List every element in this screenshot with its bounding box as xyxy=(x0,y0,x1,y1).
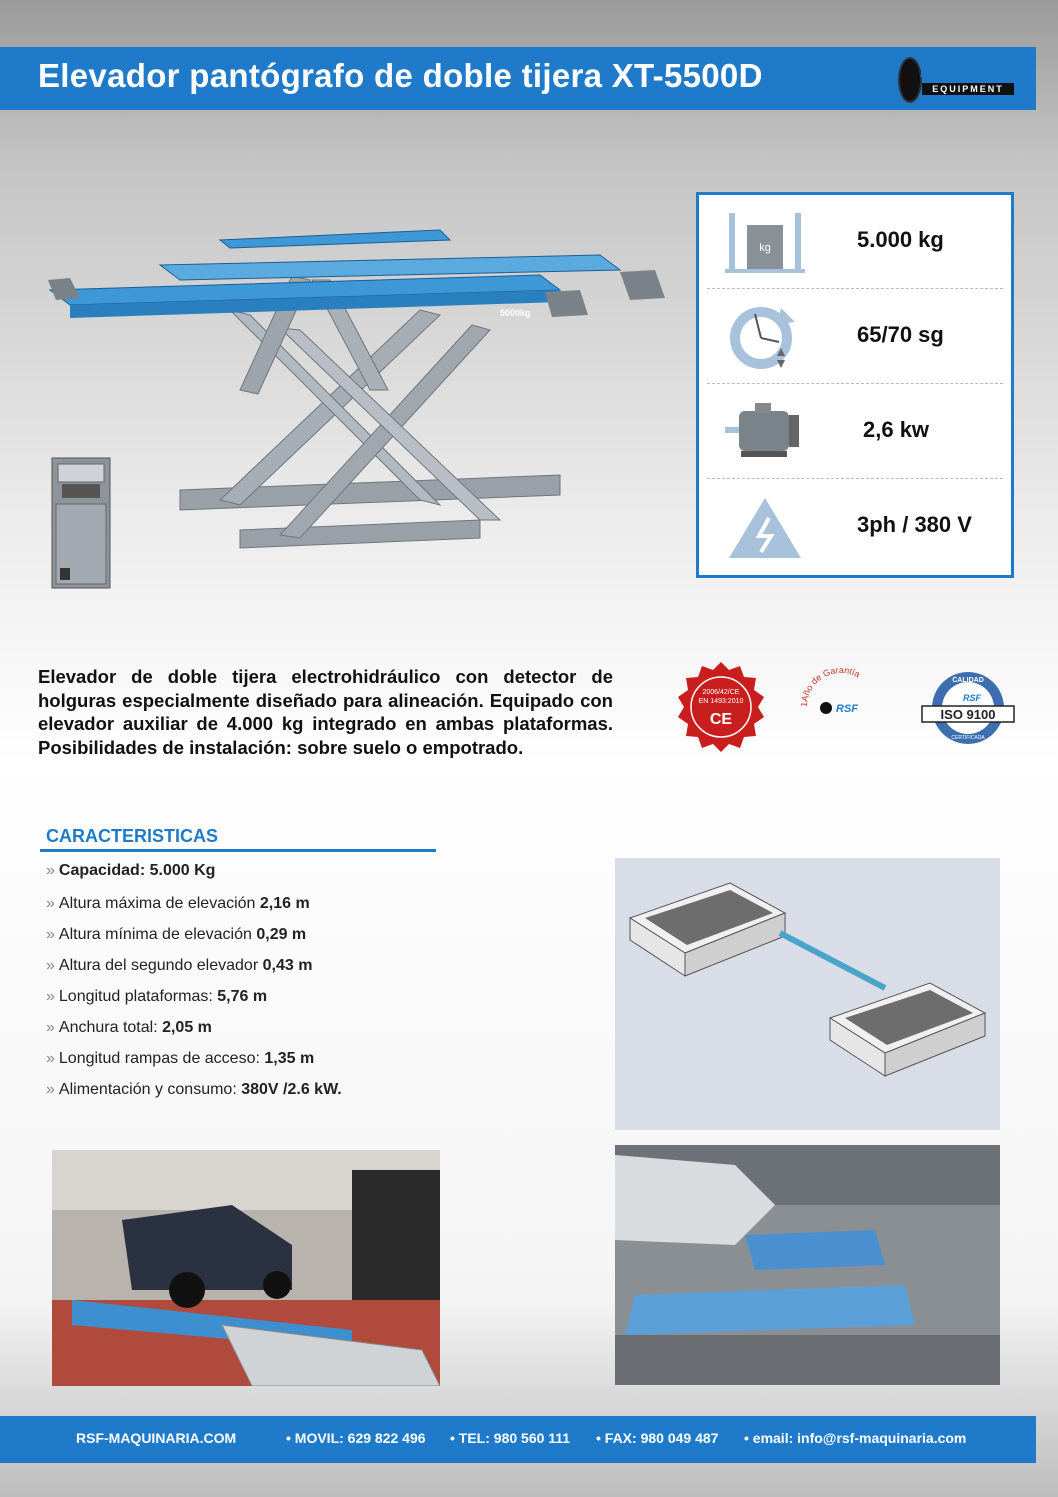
iso-quality-seal xyxy=(920,668,1016,748)
logo-sub: EQUIPMENT xyxy=(922,83,1014,95)
header-bar xyxy=(0,47,1036,110)
feature-item: » Altura mínima de elevación 0,29 m xyxy=(46,926,307,943)
warranty-text: 1Año de Garantía xyxy=(798,664,862,708)
scissor-lift-image xyxy=(40,220,670,600)
iso-bottom: CERTIFICADA xyxy=(951,735,985,741)
iso-label: ISO 9100 xyxy=(940,707,996,722)
feature-item: » Longitud rampas de acceso: 1,35 m xyxy=(46,1050,315,1067)
footer-website[interactable]: RSF-MAQUINARIA.COM xyxy=(76,1430,237,1446)
ce-certification-seal xyxy=(676,662,766,752)
voltage-icon xyxy=(725,492,805,562)
features-divider xyxy=(40,849,436,852)
motor-icon xyxy=(725,397,805,467)
spec-voltage-value: 3ph / 380 V xyxy=(857,512,972,537)
control-console-image xyxy=(48,456,114,590)
ce-line2: EN 1493:2010 xyxy=(698,698,744,705)
spec-cycle xyxy=(699,290,1011,385)
svg-text:1Año de Garantía xyxy=(799,665,862,707)
feature-item: » Alimentación y consumo: 380V /2.6 kW. xyxy=(46,1081,342,1098)
spec-cycle-value: 65/70 sg xyxy=(857,322,944,347)
spec-power-value: 2,6 kw xyxy=(863,417,930,442)
feature-item: » Longitud plataformas: 5,76 m xyxy=(46,988,268,1005)
spec-power xyxy=(699,385,1011,480)
brand-logo xyxy=(898,55,1018,101)
iso-top: CALIDAD xyxy=(952,677,984,684)
spec-capacity-value: 5.000 kg xyxy=(857,227,944,252)
feature-item: » Altura máxima de elevación 2,16 m xyxy=(46,895,310,912)
tire-icon xyxy=(898,57,922,103)
warranty-seal xyxy=(796,662,886,752)
features-title: CARACTERISTICAS xyxy=(46,826,219,846)
spec-panel xyxy=(696,192,1014,578)
iso-brand: RSF xyxy=(963,693,981,703)
ce-mark: CE xyxy=(709,711,733,728)
cycle-time-icon xyxy=(725,302,805,372)
product-description: Elevador de doble tijera electrohidráulico con detector de holguras especialmente diseñado para alineación. Equipado con elevador auxiliar de 4.000 kg integrado en ambas plataformas. Posibilidades de instalación: sobre suelo o empotrado. xyxy=(38,666,613,758)
feature-item: » Capacidad: 5.000 Kg xyxy=(46,862,216,879)
footer-email[interactable]: • email: info@rsf-maquinaria.com xyxy=(744,1430,967,1446)
warranty-brand: RSF xyxy=(836,703,858,715)
ce-line1: 2006/42/CE xyxy=(702,689,740,696)
spec-capacity xyxy=(699,195,1011,290)
footer-fax: • FAX: 980 049 487 xyxy=(596,1430,719,1446)
spec-voltage xyxy=(699,480,1011,575)
car-on-lift-photo xyxy=(52,1150,440,1386)
footer-mobile: • MOVIL: 629 822 496 xyxy=(286,1430,426,1446)
footer-phone: • TEL: 980 560 111 xyxy=(450,1430,571,1446)
feature-item: » Anchura total: 2,05 m xyxy=(46,1019,212,1036)
lift-capacity-label: 5000kg xyxy=(500,308,531,318)
platforms-cad-image xyxy=(615,858,1000,1130)
feature-item: » Altura del segundo elevador 0,43 m xyxy=(46,957,313,974)
weight-label: kg xyxy=(759,242,771,254)
logo-brand: RSF xyxy=(920,57,982,82)
footer-bar xyxy=(0,1416,1036,1463)
page-title: Elevador pantógrafo de doble tijera XT-5500D xyxy=(38,57,763,94)
flush-mount-photo xyxy=(615,1145,1000,1385)
weight-icon xyxy=(725,207,805,277)
